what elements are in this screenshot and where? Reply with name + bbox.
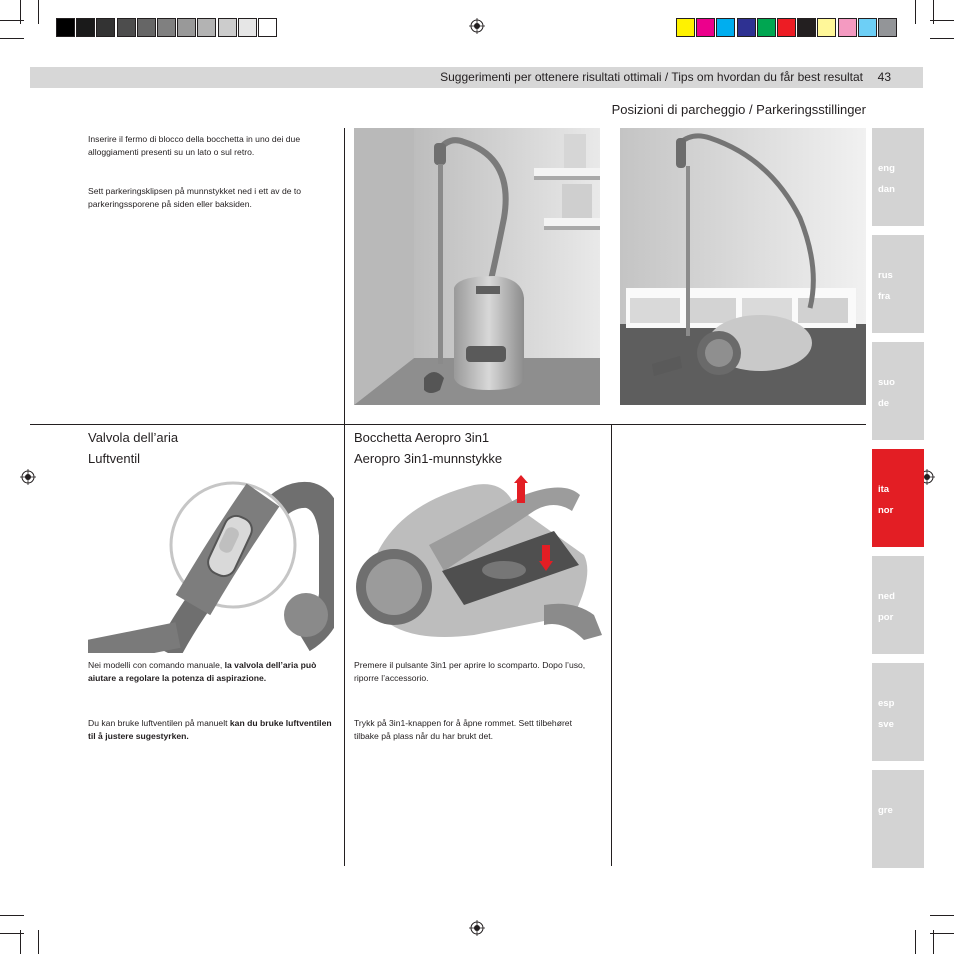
language-tab-label: de	[878, 398, 890, 409]
nozzle-heading-it: Bocchetta Aeropro 3in1	[354, 430, 490, 445]
language-tab-suo[interactable]	[872, 342, 924, 440]
registration-mark-icon	[469, 18, 485, 34]
running-title: Suggerimenti per ottenere risultati ottimali / Tips om hvordan du får best resultat	[440, 70, 863, 84]
gray-swatch	[76, 18, 95, 37]
language-tab-eng[interactable]	[872, 128, 924, 226]
gray-swatch	[258, 18, 277, 37]
column-divider	[611, 424, 612, 866]
language-tab-label: eng	[878, 163, 895, 174]
registration-mark-icon	[20, 469, 36, 485]
air-valve-heading-it: Valvola dell’aria	[88, 430, 179, 445]
language-tab-ita[interactable]	[872, 449, 924, 547]
gray-swatch	[96, 18, 115, 37]
nozzle-compartment-illustration	[354, 475, 602, 653]
language-tab-label: suo	[878, 377, 895, 388]
language-tab-esp[interactable]	[872, 663, 924, 761]
color-swatch	[676, 18, 695, 37]
gray-swatch	[218, 18, 237, 37]
gray-swatch	[177, 18, 196, 37]
air-valve-illustration	[88, 475, 334, 653]
language-tab-label: ita	[878, 484, 890, 495]
gray-swatch	[117, 18, 136, 37]
nozzle-text-it: Premere il pulsante 3in1 per aprire lo scomparto. Dopo l’uso, riporre l’accessorio.	[354, 660, 586, 683]
section-title: Posizioni di parcheggio / Parkeringsstillinger	[611, 102, 866, 117]
color-swatch	[696, 18, 715, 37]
color-swatch	[797, 18, 816, 37]
vacuum-parked-upright-photo	[354, 128, 600, 405]
language-tab-label: ned	[878, 591, 895, 602]
row-divider	[30, 424, 866, 425]
column-divider	[344, 128, 345, 866]
color-swatch	[737, 18, 756, 37]
air-valve-text-no: Du kan bruke luftventilen på manuelt kan du bruke luftventilen til å justere sugestyrken.	[88, 718, 332, 741]
language-tab-rus[interactable]	[872, 235, 924, 333]
header-bar	[30, 67, 923, 88]
color-swatch	[777, 18, 796, 37]
color-swatch	[858, 18, 877, 37]
language-tab-label: rus	[878, 270, 893, 281]
color-swatch	[838, 18, 857, 37]
color-swatch	[757, 18, 776, 37]
language-tab-gre[interactable]	[872, 770, 924, 868]
gray-swatch	[238, 18, 257, 37]
parking-text-no: Sett parkeringsklipsen på munnstykket ned i ett av de to parkeringssporene på siden eller baksiden.	[88, 186, 302, 209]
language-tab-label: sve	[878, 719, 894, 730]
nozzle-heading-no: Aeropro 3in1-munnstykke	[354, 451, 503, 466]
air-valve-text-it: Nei modelli con comando manuale, la valvola dell’aria può aiutare a regolare la potenza di aspirazione.	[88, 660, 317, 683]
gray-swatch	[157, 18, 176, 37]
color-swatch	[716, 18, 735, 37]
parking-text-it: Inserire il fermo di blocco della bocchetta in uno dei due alloggiamenti presenti su un lato o sul retro.	[88, 134, 301, 157]
language-tab-ned[interactable]	[872, 556, 924, 654]
language-tab-label: nor	[878, 505, 894, 516]
language-tab-label: fra	[878, 291, 891, 302]
vacuum-parked-horizontal-photo	[620, 128, 866, 405]
gray-swatch	[197, 18, 216, 37]
color-swatch	[878, 18, 897, 37]
air-valve-heading-no: Luftventil	[88, 451, 141, 466]
language-tab-label: por	[878, 612, 894, 623]
color-swatch	[817, 18, 836, 37]
gray-swatch	[56, 18, 75, 37]
gray-swatch	[137, 18, 156, 37]
page-number: 43	[877, 70, 891, 84]
nozzle-text-no: Trykk på 3in1-knappen for å åpne rommet. Sett tilbehøret tilbake på plass når du har brukt det.	[354, 718, 572, 741]
registration-mark-icon	[469, 920, 485, 936]
language-tab-label: esp	[878, 698, 895, 709]
language-tab-label: gre	[878, 805, 893, 816]
language-tab-label: dan	[878, 184, 895, 195]
